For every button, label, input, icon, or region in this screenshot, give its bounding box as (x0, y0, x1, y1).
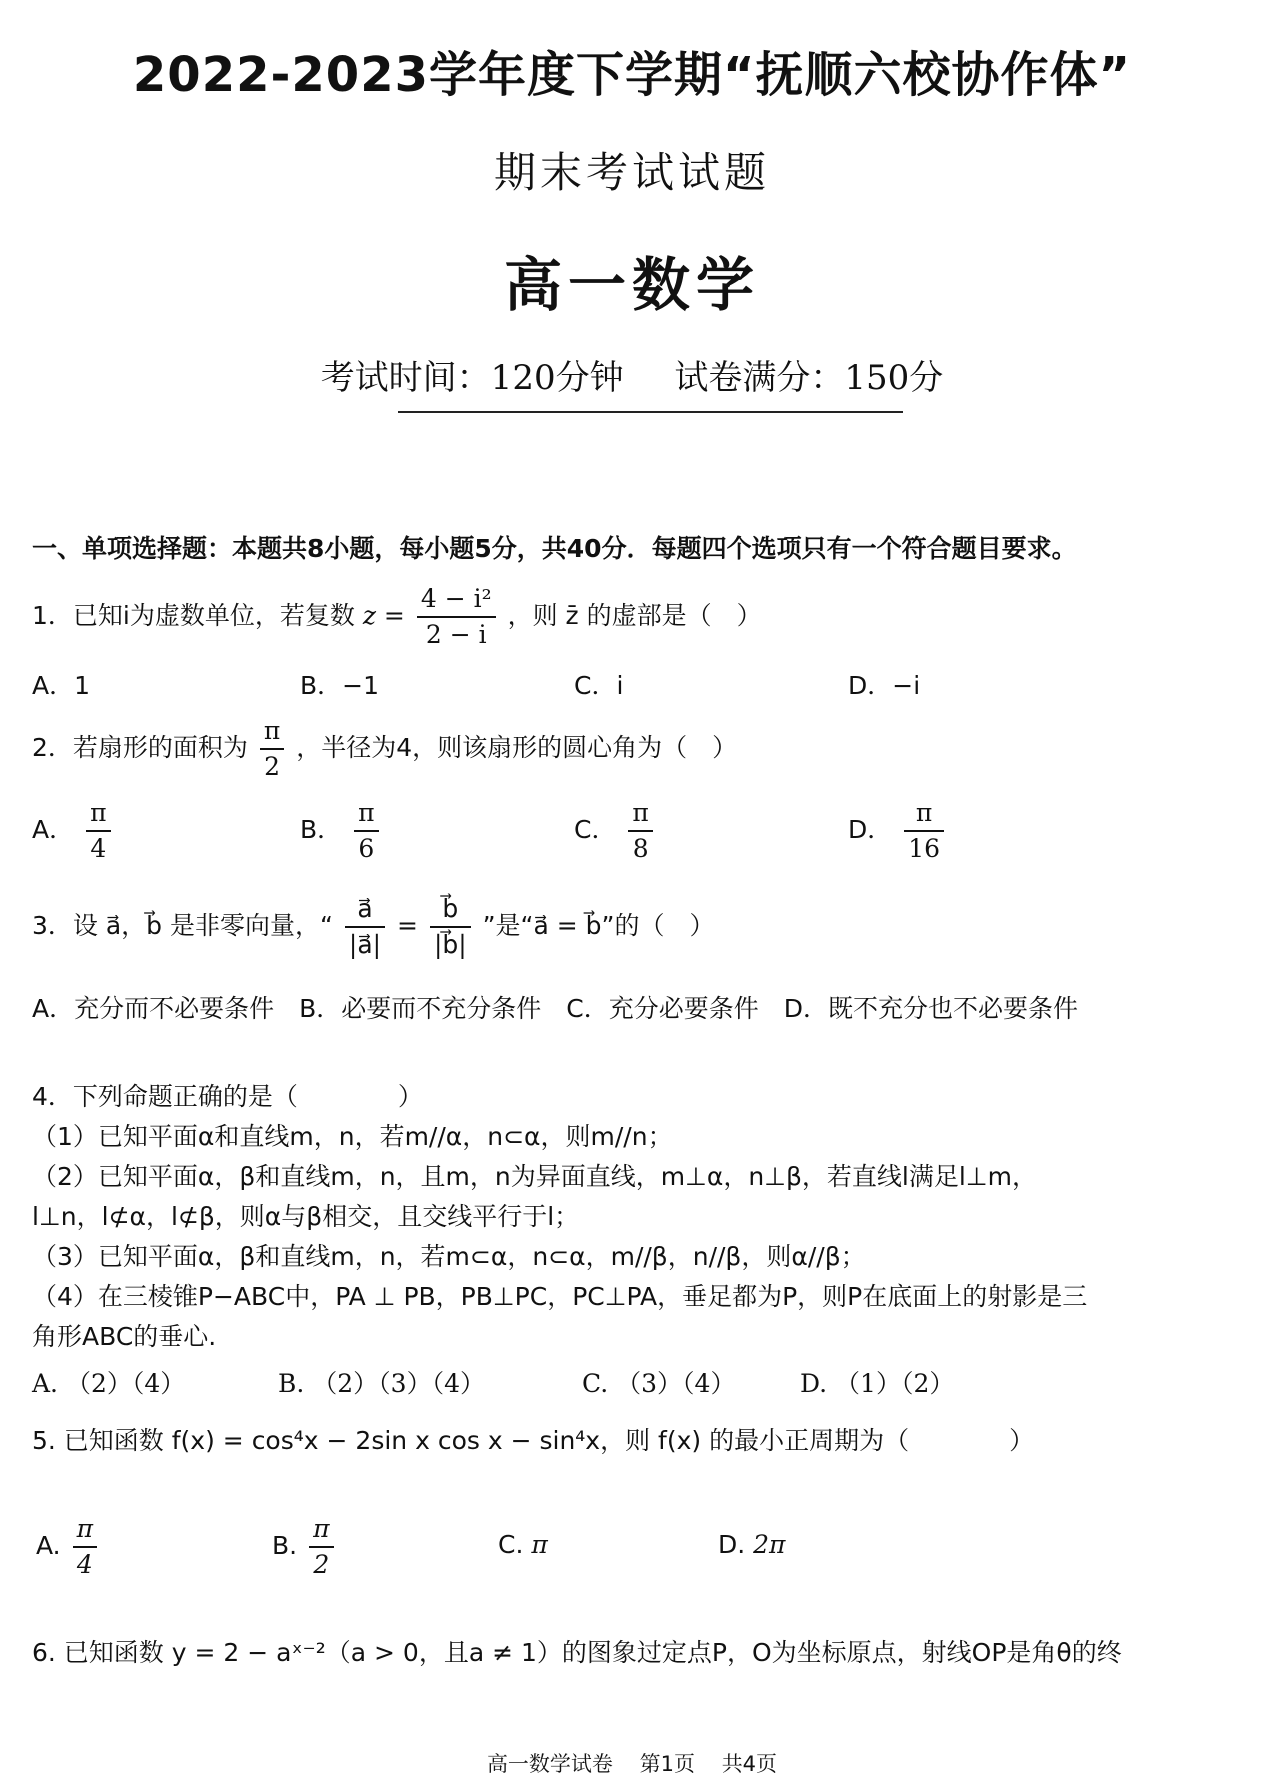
q2-option-a-frac (86, 796, 110, 866)
q5-option-d-value: 2π (753, 1530, 786, 1559)
q1-option-d: D．−i (848, 671, 921, 700)
q2-option-d (848, 796, 948, 866)
q2-option-b-label: B． (300, 815, 343, 844)
q1-denominator: 2 − i (425, 620, 487, 649)
q2-option-a-label: A． (32, 815, 75, 844)
q5-option-b-frac (309, 1512, 333, 1582)
q2-suffix: ，半径为4，则该扇形的圆心角为（ ） (296, 733, 738, 762)
q4-option-d: D. （1）（2） (800, 1369, 955, 1398)
q3-equals: = (397, 911, 418, 940)
q2-option-d-num: π (904, 796, 944, 832)
q6-stem: 6. 已知函数 y = 2 − aˣ⁻²（a > 0，且a ≠ 1）的图象过定点P，O为坐标原点，射线OP是角θ的终 (32, 1638, 1122, 1667)
footer-page: 第1页 (639, 1752, 695, 1776)
exam-time: 考试时间：120分钟 (320, 358, 624, 398)
q3-frac-a-num: a⃗ (345, 892, 385, 928)
q5-option-b-den: 2 (313, 1550, 330, 1579)
q4-stem: 4．下列命题正确的是（ ） (32, 1082, 423, 1111)
q1-z: z = (362, 601, 405, 630)
q2-option-a (32, 796, 115, 866)
q2-option-b-frac (354, 796, 378, 866)
q4-statement-2a: （2）已知平面α，β和直线m，n，且m，n为异面直线，m⊥α，n⊥β，若直线l满足l⊥m， (32, 1162, 1037, 1191)
q5-option-c (498, 1530, 548, 1559)
q5-option-a (36, 1512, 101, 1582)
q5-stem: 5. 已知函数 f(x) = cos⁴x − 2sin x cos x − sin⁴x，则 f(x) 的最小正周期为（ ） (32, 1426, 1035, 1455)
q1-suffix: ，则 z̄ 的虚部是（ ） (507, 601, 762, 630)
q2-denominator: 2 (264, 752, 281, 781)
q4-statement-1: （1）已知平面α和直线m，n，若m//α，n⊂α，则m//n； (32, 1122, 673, 1151)
exam-meta (0, 350, 1264, 399)
q4-option-c: C. （3）（4） (582, 1369, 736, 1398)
q2-option-a-num: π (86, 796, 110, 832)
q2-option-c (574, 796, 657, 866)
page-footer (0, 1748, 1264, 1778)
q2-option-b-den: 6 (358, 834, 375, 863)
q1-numerator: 4 − i² (417, 582, 496, 618)
q5-option-a-label: A. (36, 1531, 61, 1560)
exam-subtitle: 期末考试试题 (493, 148, 770, 197)
q4-option-a: A. （2）（4） (32, 1369, 186, 1398)
q1-option-b: B．−1 (300, 671, 380, 700)
q2-fraction (260, 714, 284, 784)
q3-frac-a-den: |a⃗| (348, 930, 382, 959)
q3-fraction-b (430, 892, 471, 962)
q2-option-d-den: 16 (908, 834, 941, 863)
q2-prefix: 2．若扇形的面积为 (32, 733, 248, 762)
q1-option-c: C．i (574, 671, 624, 700)
q1-prefix: 1．已知i为虚数单位，若复数 (32, 601, 355, 630)
q2-option-c-num: π (628, 796, 652, 832)
footer-total: 共4页 (721, 1752, 778, 1776)
q2-option-c-frac (628, 796, 652, 866)
q2-option-d-label: D． (848, 815, 893, 844)
subject-title: 高一数学 (503, 251, 760, 319)
q4-statement-4b: 角形ABC的垂心. (32, 1322, 217, 1351)
q2-option-b (300, 796, 383, 866)
q1-fraction (417, 582, 496, 652)
exam-title: 2022-2023学年度下学期“抚顺六校协作体” (132, 47, 1132, 103)
header-divider (398, 411, 903, 413)
q1-option-a: A．1 (32, 671, 91, 700)
q3-fraction-a (345, 892, 385, 962)
q3-prefix: 3．设 a⃗，b⃗ 是非零向量，“ (32, 911, 333, 940)
q5-option-d-label: D. (718, 1530, 746, 1559)
q2-option-a-den: 4 (90, 834, 107, 863)
q2-option-c-den: 8 (632, 834, 649, 863)
q5-option-d (718, 1530, 786, 1559)
q5-option-c-value: π (531, 1530, 548, 1559)
question-3 (32, 892, 1240, 962)
q2-option-d-frac (904, 796, 944, 866)
q2-option-c-label: C． (574, 815, 617, 844)
question-1 (32, 582, 1240, 652)
section-heading: 一、单项选择题：本题共8小题，每小题5分，共40分．每题四个选项只有一个符合题目要求。 (32, 534, 1077, 563)
q5-option-a-den: 4 (76, 1550, 93, 1579)
q3-suffix: ”是“a⃗ = b⃗”的（ ） (482, 911, 715, 940)
q5-option-a-num: π (73, 1512, 97, 1548)
q3-frac-b-num: b⃗ (430, 892, 471, 928)
q5-option-a-frac (73, 1512, 97, 1582)
q5-option-b-num: π (309, 1512, 333, 1548)
q4-statement-3: （3）已知平面α，β和直线m，n，若m⊂α，n⊂α，m//β，n//β，则α//β； (32, 1242, 866, 1271)
q2-option-b-num: π (354, 796, 378, 832)
q5-option-c-label: C. (498, 1530, 524, 1559)
q4-statement-2b: l⊥n，l⊄α，l⊄β，则α与β相交，且交线平行于l； (32, 1202, 580, 1231)
full-score: 试卷满分：150分 (674, 358, 944, 398)
q5-option-b (272, 1512, 338, 1582)
q3-frac-b-den: |b⃗| (433, 930, 467, 959)
q5-option-b-label: B. (272, 1531, 298, 1560)
q4-option-b: B. （2）（3）（4） (278, 1369, 485, 1398)
q4-statement-4a: （4）在三棱锥P−ABC中，PA ⊥ PB，PB⊥PC，PC⊥PA，垂足都为P，则P在底面上的射影是三 (32, 1282, 1088, 1311)
question-2 (32, 714, 1240, 784)
footer-title: 高一数学试卷 (486, 1752, 613, 1776)
q3-options: A．充分而不必要条件 B．必要而不充分条件 C．充分必要条件 D．既不充分也不必要条件 (32, 994, 1078, 1023)
q2-numerator: π (260, 714, 284, 750)
